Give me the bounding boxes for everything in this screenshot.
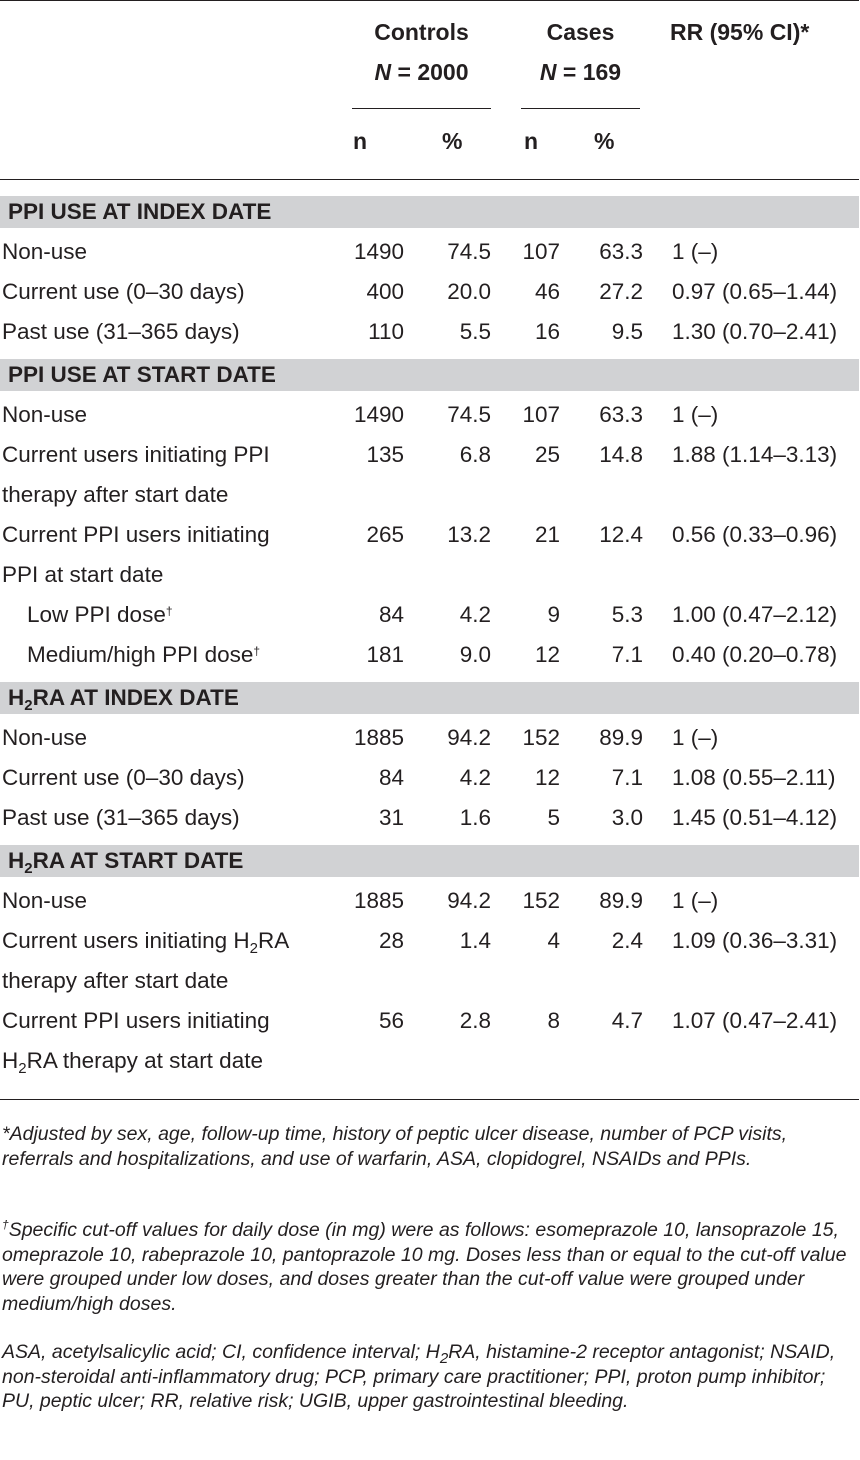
cases-n-value: = 169: [556, 59, 622, 85]
row-label-text: Low PPI dose: [27, 602, 166, 627]
cases-n-cell: 4: [547, 928, 560, 953]
rr-cell: 1.08 (0.55–2.11): [672, 765, 836, 790]
footnote-abbreviations: [2, 1340, 859, 1414]
controls-pct-cell: 20.0: [447, 279, 491, 304]
cases-pct-cell: 4.7: [611, 1008, 643, 1033]
cases-n-cell: 152: [522, 725, 560, 750]
row-label: Current use (0–30 days): [2, 279, 245, 304]
footnote-adjusted-text: *Adjusted by sex, age, follow-up time, history of peptic ulcer disease, number of PCP visits, referrals and hospitalizations, and use of warfarin, ASA, clopidogrel, NSAIDs and PPIs.: [2, 1123, 788, 1170]
section-title-pre: H: [8, 848, 25, 873]
cases-n-cell: 107: [522, 402, 560, 427]
cases-n-cell: 12: [534, 642, 560, 667]
row-label-text: Medium/high PPI dose: [27, 642, 254, 667]
table-row: [0, 881, 859, 921]
cases-pct-cell: 89.9: [599, 888, 643, 913]
row-label: Past use (31–365 days): [2, 319, 240, 344]
cases-n-cell: 21: [534, 522, 560, 547]
controls-n-cell: 181: [366, 642, 404, 667]
controls-n-cell: 84: [378, 602, 404, 627]
controls-pct-cell: 4.2: [459, 602, 491, 627]
controls-n-cell: 135: [366, 442, 404, 467]
section-title-pre: H: [8, 685, 25, 710]
cases-pct-cell: 5.3: [611, 602, 643, 627]
controls-n-cell: 31: [378, 805, 404, 830]
section-title-sub: 2: [24, 697, 33, 714]
rr-cell: 1.30 (0.70–2.41): [672, 319, 838, 344]
cases-pct-cell: 27.2: [599, 279, 643, 304]
label-sub: 2: [18, 1060, 27, 1077]
rr-cell: 1.09 (0.36–3.31): [672, 928, 838, 953]
cases-pct-cell: 7.1: [611, 765, 643, 790]
cases-n-cell: 25: [534, 442, 560, 467]
cases-pct-cell: 12.4: [599, 522, 643, 547]
section-title-sub: 2: [24, 860, 33, 877]
rr-header: RR (95% CI)*: [670, 19, 810, 45]
controls-n-symbol: N: [374, 59, 392, 85]
cases-pct-cell: 63.3: [599, 239, 643, 264]
cases-n-cell: 12: [534, 765, 560, 790]
controls-header: [352, 18, 491, 46]
footnote-adjusted: [2, 1122, 859, 1171]
controls-pct-cell: 94.2: [447, 888, 491, 913]
table-row: [0, 395, 859, 435]
table-row: [0, 272, 859, 312]
row-label-line2: therapy after start date: [2, 482, 229, 507]
section-header: PPI USE AT INDEX DATE: [0, 196, 859, 228]
row-label-line2: therapy after start date: [2, 968, 229, 993]
controls-pct-cell: 1.4: [459, 928, 491, 953]
controls-n-cell: 400: [366, 279, 404, 304]
table-row: [0, 595, 859, 635]
controls-pct-col-header: %: [442, 128, 463, 154]
rr-cell: 1 (–): [672, 239, 719, 264]
section-title-post: RA AT INDEX DATE: [32, 685, 239, 710]
controls-label: Controls: [374, 19, 469, 45]
table-row: [0, 1001, 859, 1081]
controls-pct-cell: 74.5: [447, 402, 491, 427]
header-bottom-rule: [0, 179, 859, 180]
controls-pct-cell: 2.8: [459, 1008, 491, 1033]
dagger-mark: †: [165, 604, 173, 618]
row-label-line1: Current users initiating PPI: [2, 442, 270, 467]
footnote-cutoff: [2, 1218, 859, 1316]
controls-pct-cell: 9.0: [459, 642, 491, 667]
cases-subrule: [521, 108, 640, 109]
row-label-line1: Current PPI users initiating: [2, 522, 270, 547]
cases-n-cell: 9: [547, 602, 560, 627]
controls-n-cell: 28: [378, 928, 404, 953]
table-row: [0, 758, 859, 798]
abbr-post: RA, histamine-2 receptor antagonist; NSAID, non-steroidal anti-inflammatory drug; PCP, primary care practitioner; PPI, proton pump inhibitor; PU, peptic ulcer; RR, relative risk; UGIB, upper gastrointestinal bleeding.: [2, 1341, 836, 1412]
table-row: [0, 515, 859, 595]
dagger-mark: †: [253, 644, 261, 658]
rr-cell: 0.40 (0.20–0.78): [672, 642, 838, 667]
label-sub: 2: [249, 940, 258, 957]
controls-n-header: [352, 58, 491, 86]
controls-n-cell: 84: [378, 765, 404, 790]
controls-n-cell: 265: [366, 522, 404, 547]
controls-pct-cell: 13.2: [447, 522, 491, 547]
row-label: [27, 595, 173, 635]
abbr-sub: 2: [439, 1350, 449, 1367]
row-label: Non-use: [2, 239, 88, 264]
table-row: [0, 232, 859, 272]
cases-pct-cell: 3.0: [611, 805, 643, 830]
rr-cell: 1 (–): [672, 402, 719, 427]
controls-n-cell: 1490: [353, 402, 404, 427]
table-row: [0, 798, 859, 838]
controls-n-cell: 1885: [353, 888, 404, 913]
controls-pct-cell: 1.6: [459, 805, 491, 830]
row-label-line1: [2, 921, 289, 961]
cases-label: Cases: [546, 19, 615, 45]
cases-header: [521, 18, 640, 46]
rr-cell: 0.97 (0.65–1.44): [672, 279, 838, 304]
cases-n-cell: 46: [534, 279, 560, 304]
section-header: [0, 682, 859, 714]
controls-pct-cell: 6.8: [459, 442, 491, 467]
cases-pct-cell: 2.4: [611, 928, 643, 953]
cases-n-cell: 8: [547, 1008, 560, 1033]
cases-n-cell: 16: [534, 319, 560, 344]
cases-n-col-header: n: [524, 128, 539, 154]
cases-n-header: [521, 58, 640, 86]
label-pre: H: [2, 1048, 19, 1073]
table-row: [0, 921, 859, 1001]
footnote-abbreviations-para: [2, 1340, 859, 1414]
cases-pct-cell: 7.1: [611, 642, 643, 667]
abbr-pre: ASA, acetylsalicylic acid; CI, confidence interval; H: [2, 1341, 440, 1363]
cases-n-cell: 5: [547, 805, 560, 830]
table-top-rule: [0, 0, 859, 1]
cases-n-symbol: N: [539, 59, 557, 85]
row-label: Non-use: [2, 402, 88, 427]
controls-pct-cell: 5.5: [459, 319, 491, 344]
footnote-cutoff-para: [2, 1218, 859, 1316]
table-bottom-rule: [0, 1099, 859, 1100]
row-label-line1: Current PPI users initiating: [2, 1008, 270, 1033]
controls-subrule: [352, 108, 491, 109]
section-header: [0, 845, 859, 877]
row-label: Past use (31–365 days): [2, 805, 240, 830]
section-title-post: RA AT START DATE: [32, 848, 244, 873]
rr-cell: 1.45 (0.51–4.12): [672, 805, 838, 830]
row-label-line2: [2, 1041, 263, 1081]
section-header: PPI USE AT START DATE: [0, 359, 859, 391]
dagger-mark: †: [2, 1218, 9, 1232]
controls-pct-cell: 94.2: [447, 725, 491, 750]
row-label-line2: PPI at start date: [2, 562, 164, 587]
cases-n-cell: 107: [522, 239, 560, 264]
row-label: Non-use: [2, 888, 88, 913]
rr-cell: 1.07 (0.47–2.41): [672, 1008, 838, 1033]
controls-pct-cell: 74.5: [447, 239, 491, 264]
table-row: [0, 718, 859, 758]
cases-pct-cell: 9.5: [611, 319, 643, 344]
cases-pct-col-header: %: [594, 128, 615, 154]
label-post: RA therapy at start date: [26, 1048, 263, 1073]
controls-n-cell: 1490: [353, 239, 404, 264]
footnote-cutoff-text: Specific cut-off values for daily dose (in mg) were as follows: esomeprazole 10, lansoprazole 15, omeprazole 10, rabeprazole 10, pantoprazole 10 mg. Doses less than or equal to the cut-off value were grouped under low doses, and doses greater than the cut-off value were grouped under medium/high doses.: [2, 1219, 847, 1315]
rr-cell: 1.88 (1.14–3.13): [672, 442, 838, 467]
rr-cell: 0.56 (0.33–0.96): [672, 522, 838, 547]
controls-pct-cell: 4.2: [459, 765, 491, 790]
table-row: [0, 635, 859, 675]
controls-n-cell: 56: [378, 1008, 404, 1033]
controls-n-value: = 2000: [391, 59, 469, 85]
row-label: [27, 635, 260, 675]
cases-pct-cell: 63.3: [599, 402, 643, 427]
row-label: Current use (0–30 days): [2, 765, 245, 790]
table-row: [0, 312, 859, 352]
controls-n-cell: 1885: [353, 725, 404, 750]
cases-pct-cell: 89.9: [599, 725, 643, 750]
cases-n-cell: 152: [522, 888, 560, 913]
rr-cell: 1 (–): [672, 725, 719, 750]
table-row: [0, 435, 859, 515]
label-post: RA: [257, 928, 290, 953]
rr-cell: 1 (–): [672, 888, 719, 913]
controls-n-cell: 110: [368, 319, 404, 344]
cases-pct-cell: 14.8: [599, 442, 643, 467]
rr-cell: 1.00 (0.47–2.12): [672, 602, 838, 627]
controls-n-col-header: n: [353, 128, 368, 154]
label-pre: Current users initiating H: [2, 928, 250, 953]
row-label: Non-use: [2, 725, 88, 750]
